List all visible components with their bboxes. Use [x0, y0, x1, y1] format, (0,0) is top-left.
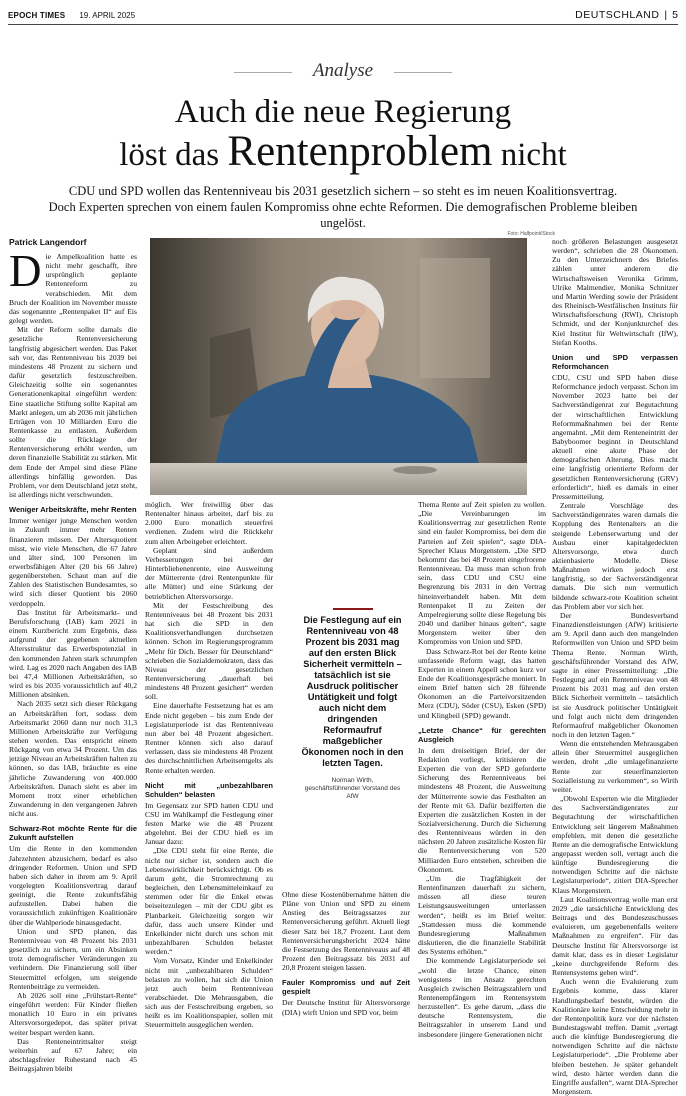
publication-name: EPOCH TIMES [8, 10, 66, 20]
column-4 [418, 500, 546, 1039]
pull-quote-text: Die Festlegung auf ein Rentenniveau von 48 Prozent bis 2031 mag auf den ersten Blick Sicherheit vermitteln – tatsächlich ist sie Ausdruck politischer Untätigkeit und folgt auch nicht dem dringenden Reformaufruf maßgeblicher Ökonomen noch in den letzten Tagen. [301, 615, 404, 768]
page-header [8, 8, 678, 22]
paragraph: Vom Vorsatz, Kinder und Enkelkinder nicht mit „unbezahlbaren Schulden“ belasten zu wollen, hat sich die Union jetzt auch beim Rentenniveau verabschiedet. Die Mehrausgaben, die sich aus der Festschreibung ergeben, so heißt es im Koalitionspapier, sollen mit Steuermitteln ausgeglichen werden. [145, 956, 273, 1030]
subheading: Union und SPD verpassen Reformchancen [552, 352, 678, 371]
pull-quote [300, 608, 405, 801]
paragraph: Union und SPD planen, das Rentenniveau von 48 Prozent bis 2031 gesetzlich zu sichern, um ein Absinken trotz demografischer Veränderungen zu verhindern. Die Finanzierung soll über Steuermittel erfolgen, um steigende Rentenbeiträge zu vermeiden. [9, 926, 137, 991]
issue-date: 19. APRIL 2025 [79, 10, 136, 20]
column-5 [552, 237, 678, 1096]
paragraph: Nach 2035 setzt sich dieser Rückgang an Arbeitskräften fort, sodass dem Arbeitsmarkt 2060 dann nur noch 31,3 Millionen Arbeitskräfte zur Verfügung stehen werden. Das entspricht einem Rückgang von etwa 34 Prozent. Um das jetzige Niveau an Arbeitskräften halten zu können, so das IAB, bräuchte es eine jährliche Zuwanderung von 400.000 Arbeitskräften. Danach sieht es aber im Moment trotz einer erheblichen Zuwanderung in den vergangenen Jahren nicht aus. [9, 699, 137, 819]
pull-quote-rule [333, 608, 373, 610]
paragraph: Mit der Festschreibung des Rentenniveaus bei 48 Prozent bis 2031 hat sich die SPD in den Koalitionsverhandlungen durchsetzen können. Schon im Regierungsprogramm „Mehr für Dich. Besser für Deutschland“ schrieben die Sozialdemokraten, dass das Niveau der gesetzlichen Rentenversicherung „dauerhaft bei mindestens 48 Prozent gesichert“ werden soll. [145, 600, 273, 702]
paragraph: In dem dreiseitigen Brief, der der Redaktion vorliegt, kritisieren die Experten die von der SPD geforderte Sicherung des Rentenniveaus bei mindestens 48 Prozent, die Ausweitung der Mütterrente sowie das Festhalten an der Rente mit 63. Dafür bezifferten die Experten die zusätzlichen Kosten in der Sozialversicherung. Durch die Sicherung des Rentenniveaus würden in den nächsten 20 Jahren zusätzliche Kosten für die Rentenversicherung von 520 Milliarden Euro entstehen, schreiben die Ökonomen. [418, 745, 546, 874]
header-separator: | [664, 9, 668, 21]
photo-elderly-woman-illustration [150, 238, 527, 495]
paragraph: Geplant sind außerdem Verbesserungen bei der Hinterbliebenenrente, eine Ausweitung der Mütterrente (drei Rentenpunkte für alle Mütter) und eine Stärkung der betrieblichen Altersvorsorge. [145, 545, 273, 601]
paragraph: Ab 2026 soll eine „Frühstart-Rente“ eingeführt werden: Für Kinder fließen monatlich 10 Euro in ein privates Altersvorsorgedepot, das später privat weiter bespart werden kann. [9, 990, 137, 1037]
paragraph: Das Institut für Arbeitsmarkt- und Berufsforschung (IAB) kam 2021 in einem Kurzbericht zum Ergebnis, dass aufgrund der gegebenen aktuellen Altersstruktur das Erwerbspotenzial in den kommenden Jahren stark schrumpfen wird. Lag es 2020 nach Angaben des IAB bei 47,4 Millionen Arbeitskräften, so wird es bis 2035 voraussichtlich auf 40,2 Millionen absinken. [9, 607, 137, 700]
column-1 [9, 246, 138, 1074]
headline-line-2-pre: löst das [119, 137, 228, 173]
subheading: Fauler Kompromiss und auf Zeit gespielt [282, 978, 410, 997]
headline-line-2-big: Rentenproblem [227, 128, 493, 175]
subheading: Schwarz-Rot möchte Rente für die Zukunft aufstellen [9, 824, 137, 843]
headline-line-2-post: nicht [492, 137, 567, 173]
dek-line-2: Doch Experten sprechen von einem faulen Kompromiss ohne echte Reformen. Die demografischen Probleme bleiben ungelöst. [48, 200, 638, 230]
pull-quote-attribution [300, 777, 405, 801]
dek-line-1: CDU und SPD wollen das Rentenniveau bis 2031 gesetzlich sichern – so steht es im neuen Koalitionsvertrag. [68, 184, 618, 198]
paragraph: Mit der Reform sollte damals die gesetzliche Rentenversicherung langfristig abgesichert werden. Das Paket sah vor, das Rentenniveau bis 2039 bei mindestens 48 Prozent zu sichern und dafür gesetzlich festzuschreiben. Gleichzeitig sollte ein sogenanntes Generationenkapital eingeführt werden: Eine staatliche Stiftung sollte Kapital am Markt anlegen, um ab 2036 mit jährlichen Erträgen von 10 Milliarden Euro die Rentenkasse zu entlasten. Außerdem sollte die Rücklage der Rentenversicherung erhöht werden, um deren finanzielle Stabilität zu stärken. Mit dem Ende der Ampel sind diese Pläne allerdings hinfällig geworden. Das Problem, vor dem Deutschland jetzt steht, ist allerdings nicht verschwunden. [9, 325, 138, 500]
attribution-role: geschäftsführender Vorstand des AfW [304, 785, 401, 800]
paragraph: Zentrale Vorschläge des Sachverständigenrates waren damals die Kopplung des Rentenalters an die steigende Lebenserwartung und der Ausbau einer kapitalgedeckten Altersvorsorge, etwa durch aktienbasierte Modelle. Diese Maßnahmen wirken jedoch erst langfristig, so der Sachverständigenrat damals. Die sich nun vermutlich bildende schwarz-rote Koalition scheint das Problem aber vor sich her. [552, 501, 678, 611]
paragraph: Ohne diese Kostenübernahme hätten die Pläne von Union und SPD zu einem Anstieg des Beitragssatzes zur Rentenversicherung geführt. Aktuell liegt dieser Satz bei 18,7 Prozent. Laut dem Rentenversicherungsbericht 2024 hätte die Festsetzung des Rentenniveaus auf 48 Prozent den Beitragssatz bis 2031 auf 20,8 Prozent steigen lassen. [282, 890, 410, 973]
paragraph: Die kommende Legislaturperiode sei „wohl die letzte Chance, einen wenigstens im Ansatz gerechten Ausgleich zwischen Beitragszahlern und Rentenempfängern im Rentensystem herzustellen“. Es gehe darum, „dass die deutsche Rentensystem, die Beitragszahler in unserem Land und insbesondere jüngere Generationen nicht [418, 956, 546, 1039]
drop-cap: D [9, 246, 42, 296]
article-headline [0, 92, 686, 175]
column-3 [282, 890, 410, 1022]
paragraph: Dass Schwarz-Rot bei der Rente keine umfassende Reform wagt, das hatten Experten in einem Appell schon kurz vor Ende der Koalitionsgespräche moniert. In einem Brief hatten sich 28 führende Ökonomen an die Parteivorsitzenden Merz (CDU), Söder (CSU), Esken (SPD) und Klingbeil (SPD) gewandt. [418, 646, 546, 720]
photo-credit: Foto: Halfpoint/iStock [507, 231, 555, 237]
article-photo [150, 238, 527, 495]
paragraph: Wenn die entstehenden Mehrausgaben allein über Steuermittel ausgeglichen werden, droht „die umlagefinanzierte Rente zur steuerfinanzierten Sozialleistung zu verkommen“, so Wirth weiter. [552, 739, 678, 794]
paragraph: „Die CDU steht für eine Rente, die nicht nur sicher ist, sondern auch die Lebenswirklichkeit berücksichtigt. Ob es darum geht, die Stromrechnung zu begleichen, den Lebensmitteleinkauf zu stemmen oder für die Enkel etwas beiseitezulegen – mit der CDU gibt es Planbarkeit. Gleichzeitig sorgen wir dafür, dass auch unsere Kinder und Enkelkinder nicht durch uns schon mit unbezahlbaren Schulden belastet werden.“ [145, 846, 273, 957]
paragraph: Der Bundesverband Finanzdienstleistungen (AfW) kritisierte am 9. April dann auch den mangelnden Reformwillen von Union und SPD beim Thema Rente. Norman Wirth, geschäftsführender Vorstand des AfW, sagte in einer Pressemitteilung: „Die Festlegung auf ein Rentenniveau von 48 Prozent bis 2031 mag auf den ersten Blick Sicherheit vermitteln – tatsächlich ist sie Ausdruck politischer Untätigkeit und folgt auch nicht dem dringenden Reformaufruf maßgeblicher Ökonomen noch in den letzten Tagen.“ [552, 610, 678, 739]
headline-line-1: Auch die neue Regierung [174, 94, 512, 130]
paragraph: Im Gegensatz zur SPD hatten CDU und CSU im Wahlkampf die Festlegung einer festen Marke wie die 48 Prozent abgelehnt. Bei der CDU hieß es im Januar dazu: [145, 800, 273, 847]
section-name: DEUTSCHLAND [575, 9, 660, 21]
article-kicker: Analyse [312, 60, 374, 81]
paragraph: Thema Rente auf Zeit spielen zu wollen. „Die Vereinbarungen im Koalitionsvertrag zur gesetzlichen Rente sind ein fauler Kompromiss, bei dem die Parteien auf Zeit spielen“, sagte DIA-Sprecher Klaus Morgenstern. „Die SPD bekommt das bei 48 Prozent eingefrorene Rentenniveau. Da muss man schon froh sein, dass CDU und CSU eine Begrenzung bis 2031 in den Vertrag hineinverhandelt haben. Mit dem Rentenpaket II zu Zeiten der Ampelregierung sollte diese Regelung bis 2040 und darüber hinaus gelten“, sagte Morgenstern weiter über den Kompromiss von Union und SPD. [418, 500, 546, 647]
subheading: Nicht mit „unbezahlbaren Schulden“ belasten [145, 780, 273, 799]
paragraph: CDU, CSU und SPD haben diese Reformchance jedoch verpasst. Schon im November 2023 hatte bei der Sachverständigenrat zur Begutachtung der wirtschaftlichen Entwicklung Reformmaßnahmen bei der Rente angemahnt. „Mit dem Renteneintritt der Babyboomer beginnt in Deutschland aktuell eine akute Phase der demografischen Alterung. Dies macht eine langfristig orientierte Reform der gesetzlichen Rentenversicherung (GRV) erforderlich“, hieß es damals in einer Pressemitteilung. [552, 372, 678, 501]
subheading: „Letzte Chance“ für gerechten Ausgleich [418, 725, 546, 744]
paragraph: Immer weniger junge Menschen werden in Zukunft immer mehr Renten finanzieren müssen. Der Altersquotient misst, wie viele Menschen, die 67 Jahre und älter sind, 100 Personen im erwerbsfähigen Alter (20 bis 66 Jahre) gegenüberstehen. Schaut man auf die Zahlen des Statistischen Bundesamtes, so wird sich dieser Quotient bis 2060 verdoppeln. [9, 516, 137, 608]
paragraph [9, 246, 137, 326]
paragraph: noch größeren Belastungen ausgesetzt werden“, schrieben die 28 Ökonomen. Zu den Unterzeichnern des Briefes zählen unter anderem die Wirtschaftsweisen Veronika Grimm, Ulrike Malmendier, Monika Schnitzer und Martin Werding sowie der Präsident des Rheinisch-Westfälischen Instituts für Wirtschaftsforschung (RWI), Christoph Schmidt, und der Konjunkturchef des Kiel Institut für Weltwirtschaft (IfW), Stefan Kooths. [552, 237, 678, 347]
paragraph: Der Deutsche Institut für Altersvorsorge (DIA) wirft Union und SPD vor, beim [282, 998, 410, 1017]
author-byline: Patrick Langendorf [9, 237, 87, 247]
paragraph: möglich. Wer freiwillig über das Rentenalter hinaus arbeitet, darf bis zu 2.000 Euro monatlich steuerfrei verdienen. Zudem wird die Rückkehr zum alten Arbeitgeber erleichtert. [145, 500, 273, 546]
paragraph: Laut Koalitionsvertrag wolle man erst 2029 „die tatsächliche Entwicklung des Beitrags und des Bundeszuschusses evaluieren, um gegebenenfalls weitere Maßnahmen zu ergreifen“. Für das Deutsche Institut für Altersvorsorge ist damit klar, dass es in dieser Legislatur „keine durchgreifende Reform des Rentensystems geben wird“. [552, 894, 678, 978]
paragraph: Um die Rente in den kommenden Jahrzehnten abzusichern, bedarf es also dringender Reformen. Union und SPD haben sich daher in ihrem am 9. April vorgelegten Koalitionsvertrag darauf geeinigt, die Rente zukunftsfähig aufzustellen. Dabei haben die voraussichtlich zukünftigen Koalitionäre über die Wahlperiode hinausgedacht. [9, 844, 137, 927]
article-dek [40, 183, 646, 231]
header-rule [8, 24, 678, 25]
paragraph: Eine dauerhafte Festsetzung hat es am Ende nicht gegeben – bis zum Ende der Legislaturperiode ist das Rentenniveau nun aber bei 48 Prozent abgesichert. Rentner können sich also darauf verlassen, dass sie mindestens 48 Prozent des durchschnittlichen Arbeitsentgelts als Rente erhalten werden. [145, 701, 273, 775]
column-2 [145, 500, 273, 1030]
paragraph: „Um die Tragfähigkeit der Rentenfinanzen dauerhaft zu sichern, müssen all diese teuren Leistungsausweitungen unterlassen werden“, heißt es im Brief weiter. „Stattdessen muss die kommende Bundesregierung Maßnahmen diskutieren, die die finanzielle Stabilität des Systems erhöhen.“ [418, 873, 546, 957]
paragraph-text: ie Ampelkoalition hatte es nicht mehr geschafft, ihre ursprünglich geplante Rentenreform zu verabschieden. Mit dem Bruch der Koalition im November musste das sogenannte „Rentenpaket II“ auf Eis gelegt werden. [9, 252, 137, 326]
page-number: 5 [672, 9, 678, 21]
attribution-name: Norman Wirth, [331, 777, 374, 784]
paragraph: Auch wenn die Evaluierung zum Ergebnis komme, dass klarer Handlungsbedarf besteht, würden die Koalitionäre keine Entscheidung mehr in der Rentenpolitik kurz vor der nächsten Bundestagswahl treffen. Damit „vertagt auch die künftige Bundesregierung die notwendigen Schritte auf die nächste Legislaturperiode“. „Die Probleme aber bleiben bestehen. Je später gehandelt wird, desto härter werden dann die Eingriffe ausfallen“, warnt DIA-Sprecher Morgenstern. [552, 977, 678, 1096]
subheading: Weniger Arbeitskräfte, mehr Renten [9, 505, 137, 515]
paragraph: „Obwohl Experten wie die Mitglieder des Sachverständigenrates zur Begutachtung der wirtschaftlichen Entwicklung seit längerem Maßnahmen empfehlen, mit denen die gesetzliche Rente an die demografische Entwicklung angepasst werden soll, vertagt auch die künftige Bundesregierung die notwendigen Schritte auf die nächste Legislaturperiode“, zitiert DIA-Sprecher Klaus Morgenstern. [552, 794, 678, 895]
paragraph: Das Renteneintrittsalter steigt weiterhin auf 67 Jahre; ein abschlagsfreier Ruhestand nach 45 Beitragsjahren bleibt [9, 1036, 137, 1074]
